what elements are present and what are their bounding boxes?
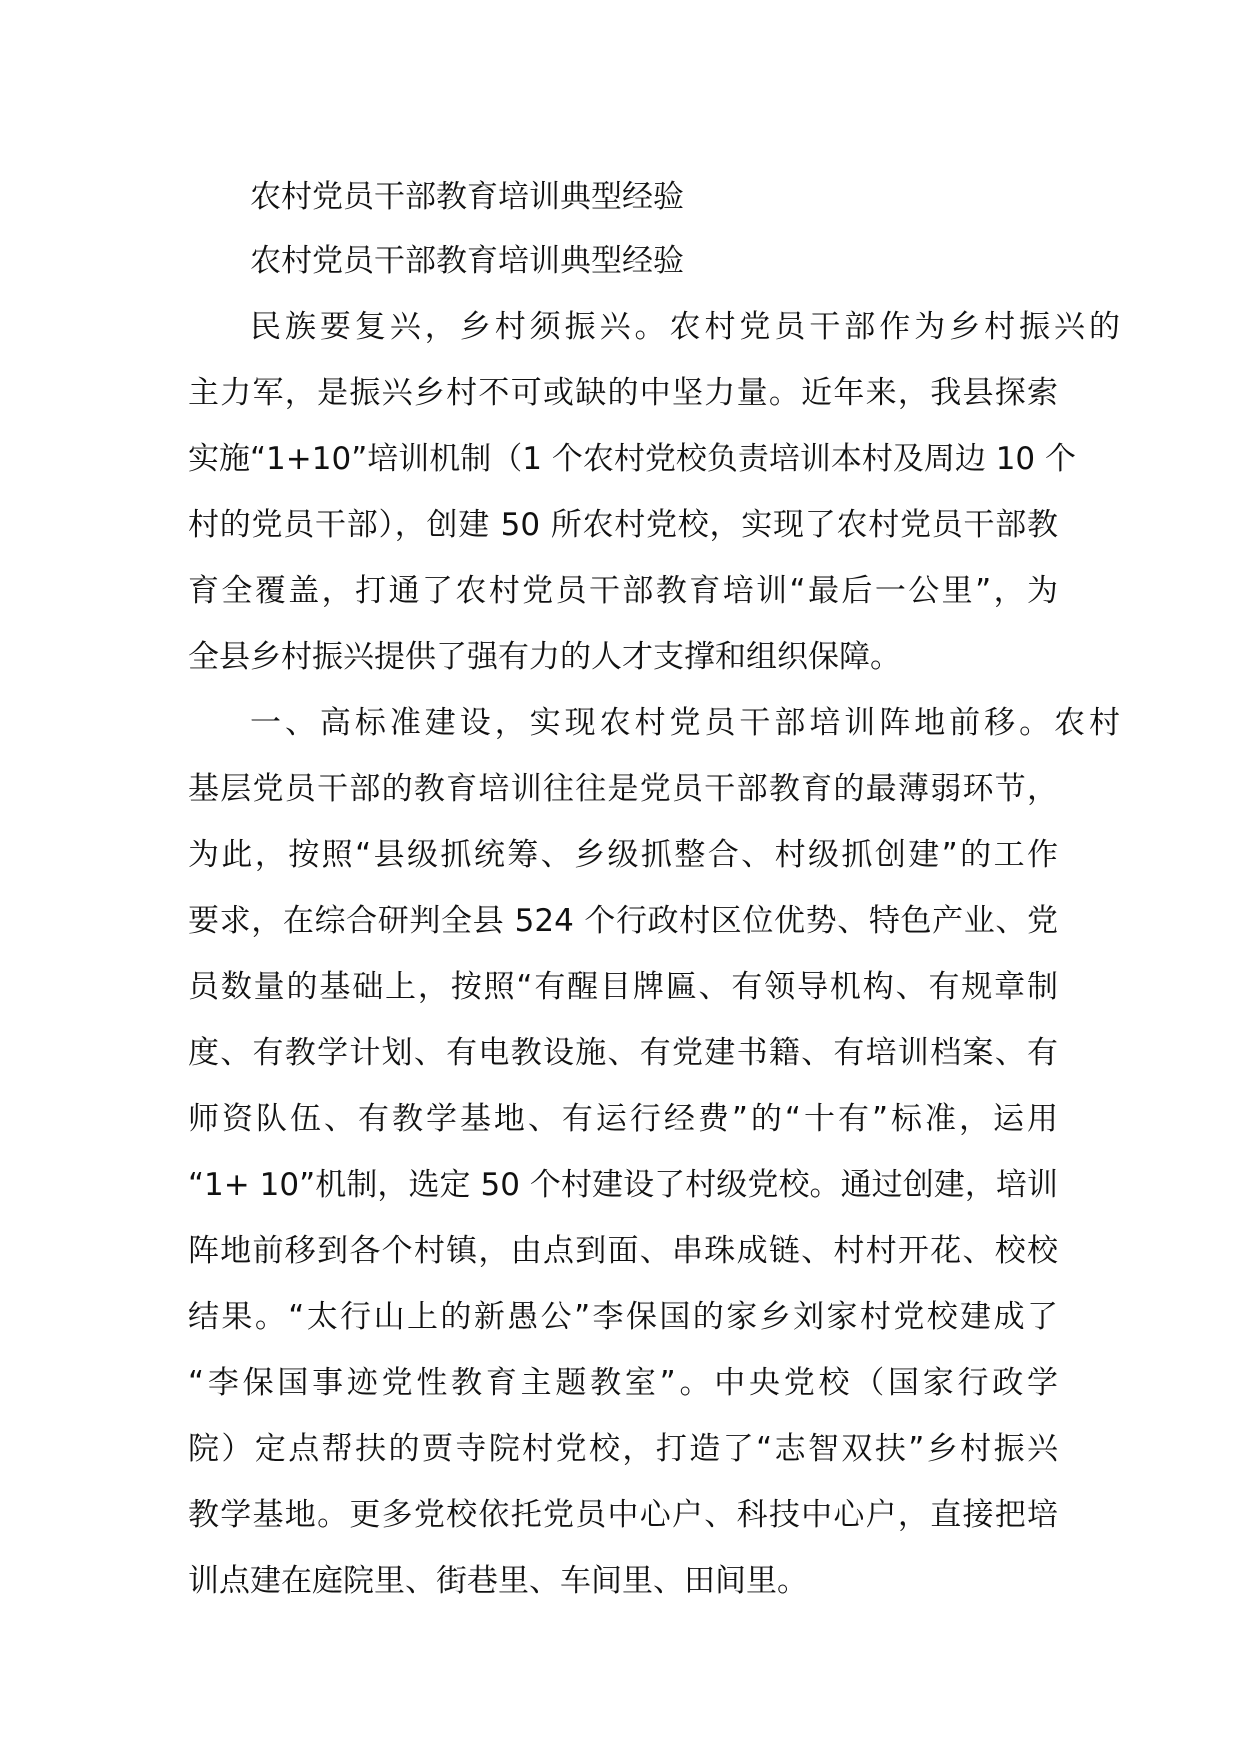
paragraph-line: 育全覆盖，打通了农村党员干部教育培训“最后一公里”，为 bbox=[188, 573, 1058, 609]
paragraph-line: 为此，按照“县级抓统筹、乡级抓整合、村级抓创建”的工作 bbox=[188, 837, 1058, 873]
document-subtitle: 农村党员干部教育培训典型经验 bbox=[250, 243, 684, 279]
paragraph-line: 民族要复兴，乡村须振兴。农村党员干部作为乡村振兴的 bbox=[250, 309, 1120, 345]
paragraph-line: 训点建在庭院里、街巷里、车间里、田间里。 bbox=[188, 1563, 808, 1599]
paragraph-line: 员数量的基础上，按照“有醒目牌匾、有领导机构、有规章制 bbox=[188, 969, 1058, 1005]
document-title: 农村党员干部教育培训典型经验 bbox=[250, 179, 684, 215]
paragraph-line: 院）定点帮扶的贾寺院村党校，打造了“志智双扶”乡村振兴 bbox=[188, 1431, 1058, 1467]
paragraph-line: 基层党员干部的教育培训往往是党员干部教育的最薄弱环节， bbox=[188, 771, 1058, 807]
paragraph-line: 主力军，是振兴乡村不可或缺的中坚力量。近年来，我县探索 bbox=[188, 375, 1058, 411]
paragraph-line: “1+ 10”机制，选定 50 个村建设了村级党校。通过创建，培训 bbox=[188, 1167, 1058, 1203]
paragraph-line: 度、有教学计划、有电教设施、有党建书籍、有培训档案、有 bbox=[188, 1035, 1058, 1071]
paragraph-line: “李保国事迹党性教育主题教室”。中央党校（国家行政学 bbox=[188, 1365, 1058, 1401]
paragraph-line: 一、高标准建设，实现农村党员干部培训阵地前移。农村 bbox=[250, 705, 1120, 741]
paragraph-line: 阵地前移到各个村镇，由点到面、串珠成链、村村开花、校校 bbox=[188, 1233, 1058, 1269]
paragraph-line: 要求，在综合研判全县 524 个行政村区位优势、特色产业、党 bbox=[188, 903, 1058, 939]
paragraph-line: 师资队伍、有教学基地、有运行经费”的“十有”标准，运用 bbox=[188, 1101, 1058, 1137]
paragraph-line: 结果。“太行山上的新愚公”李保国的家乡刘家村党校建成了 bbox=[188, 1299, 1058, 1335]
paragraph-line: 实施“1+10”培训机制（1 个农村党校负责培训本村及周边 10 个 bbox=[188, 441, 1076, 477]
paragraph-line: 教学基地。更多党校依托党员中心户、科技中心户，直接把培 bbox=[188, 1497, 1058, 1533]
paragraph-line: 全县乡村振兴提供了强有力的人才支撑和组织保障。 bbox=[188, 639, 901, 675]
paragraph-line: 村的党员干部），创建 50 所农村党校，实现了农村党员干部教 bbox=[188, 507, 1058, 543]
